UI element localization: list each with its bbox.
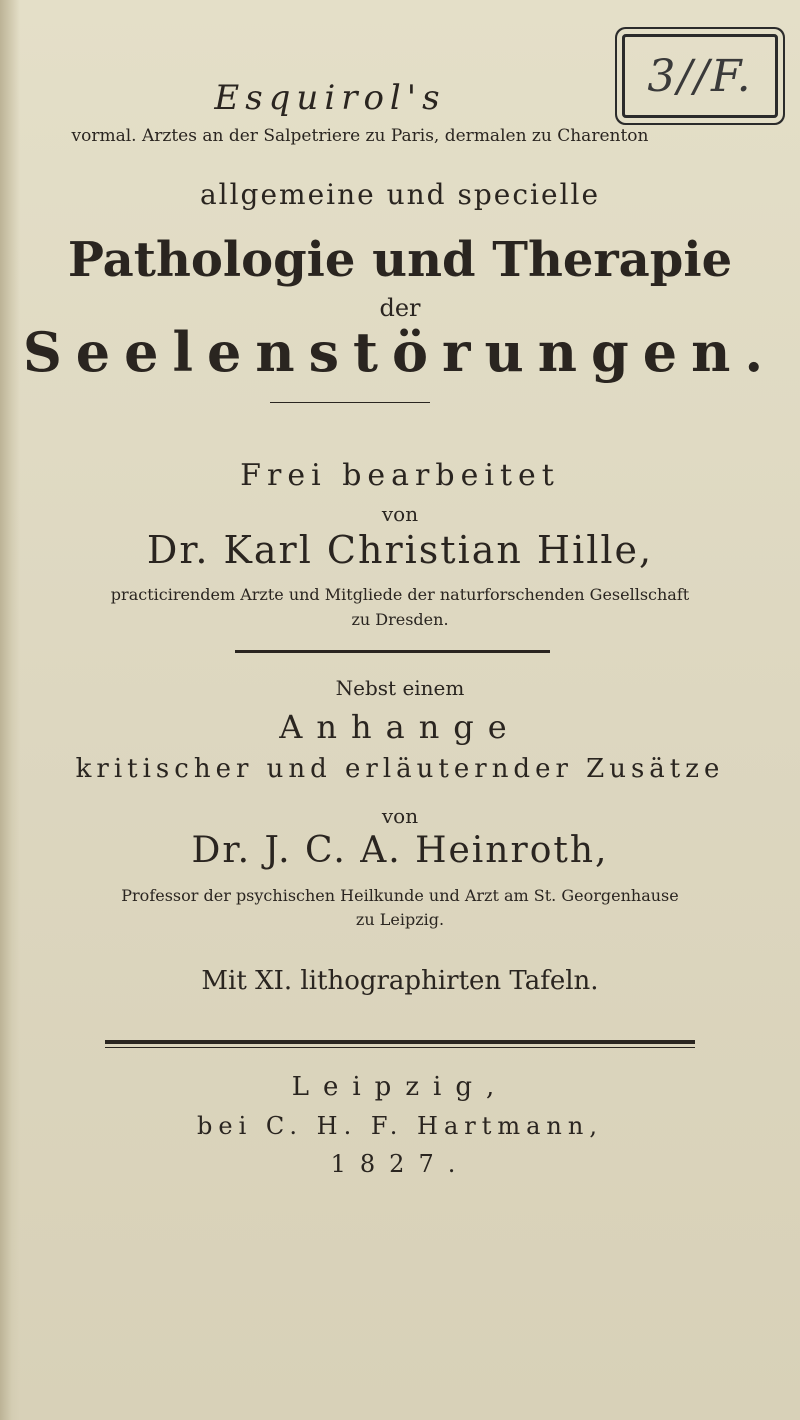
subtitle-general: allgemeine und specielle [199,178,601,211]
preposition-von-1: von [381,502,419,526]
author-name: Esquirol's [214,78,446,118]
preposition-von-2: von [381,804,419,828]
annotator-name: Dr. J. C. A. Heinroth, [191,830,609,871]
publisher: bei C. H. F. Hartmann, [197,1112,603,1140]
divider-thick [235,650,550,653]
appendix-word: Anhange [279,708,521,746]
annotator-description-1: Professor der psychischen Heilkunde und Arzt am St. Georgenhause [121,886,679,905]
author-description: vormal. Arztes an der Salpetriere zu Paris, dermalen zu Charenton [71,126,649,146]
divider-short [270,402,430,403]
shelfmark-text: 3//F. [647,50,753,102]
appendix-intro: Nebst einem [335,676,465,700]
title-subject: Seelenstörungen. [22,320,778,384]
title-article: der [379,294,421,322]
edition-note: Frei bearbeitet [240,458,560,493]
appendix-description: kritischer und erläuternder Zusätze [75,754,725,784]
translator-description-2: zu Dresden. [351,610,449,629]
plates-note: Mit XI. lithographirten Tafeln. [201,966,599,996]
divider-double-top [105,1040,695,1044]
main-title: Pathologie und Therapie [67,232,733,288]
divider-double-bottom [105,1047,695,1048]
annotator-description-2: zu Leipzig. [355,910,445,929]
translator-description-1: practicirendem Arzte und Mitgliede der naturforschenden Gesellschaft [110,585,690,604]
publication-place: Leipzig, [291,1072,509,1102]
translator-name: Dr. Karl Christian Hille, [146,528,654,572]
publication-year: 1827. [330,1150,470,1178]
